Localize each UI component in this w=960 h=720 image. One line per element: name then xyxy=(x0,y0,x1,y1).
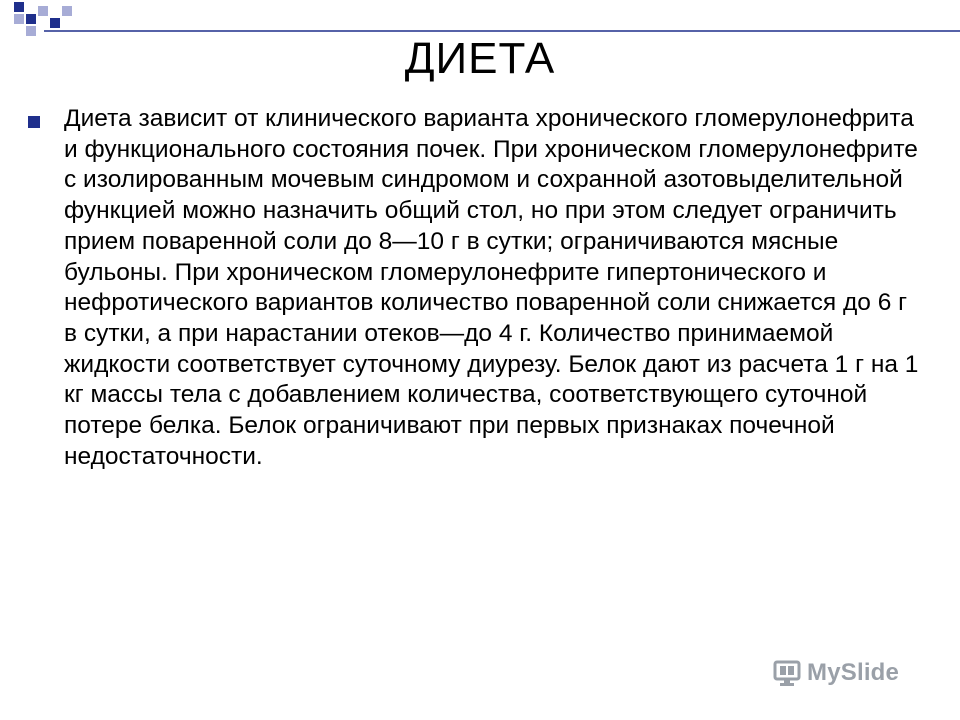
decor-square-dark xyxy=(14,2,24,12)
decor-square-light xyxy=(38,6,48,16)
slide-content xyxy=(28,104,928,472)
slide-title: ДИЕТА xyxy=(404,34,556,83)
bullet-item xyxy=(28,104,928,472)
watermark xyxy=(772,656,942,690)
decor-square-light xyxy=(14,14,24,24)
decor-square-light xyxy=(62,6,72,16)
decor-square-dark xyxy=(50,18,60,28)
decor-square-dark xyxy=(26,14,36,24)
monitor-icon xyxy=(772,658,802,688)
square-bullet-icon xyxy=(28,116,40,128)
bullet-text: Диета зависит от клинического варианта хронического гломерулонефрита и функционального состояния почек. При хроническом гломерулонефрите с изолированным мочевым синдромом и сохранной азотовыделительной функцией можно назначить общий стол, но при этом следует ограничить прием поваренной соли до 8—10 г в сутки; ограничиваются мясные бульоны. При хроническом гломерулонефрите гипертонического и нефротического вариантов количество поваренной соли снижается до 6 г в сутки, а при нарастании отеков—до 4 г. Количество принимаемой жидкости соответствует суточному диурезу. Белок дают из расчета 1 г на 1 кг массы тела с добавлением количества, соответствующего суточной потере белка. Белок ограничивают при первых признаках почечной недостаточности. xyxy=(64,105,919,470)
watermark-text: MySlide xyxy=(807,659,900,686)
